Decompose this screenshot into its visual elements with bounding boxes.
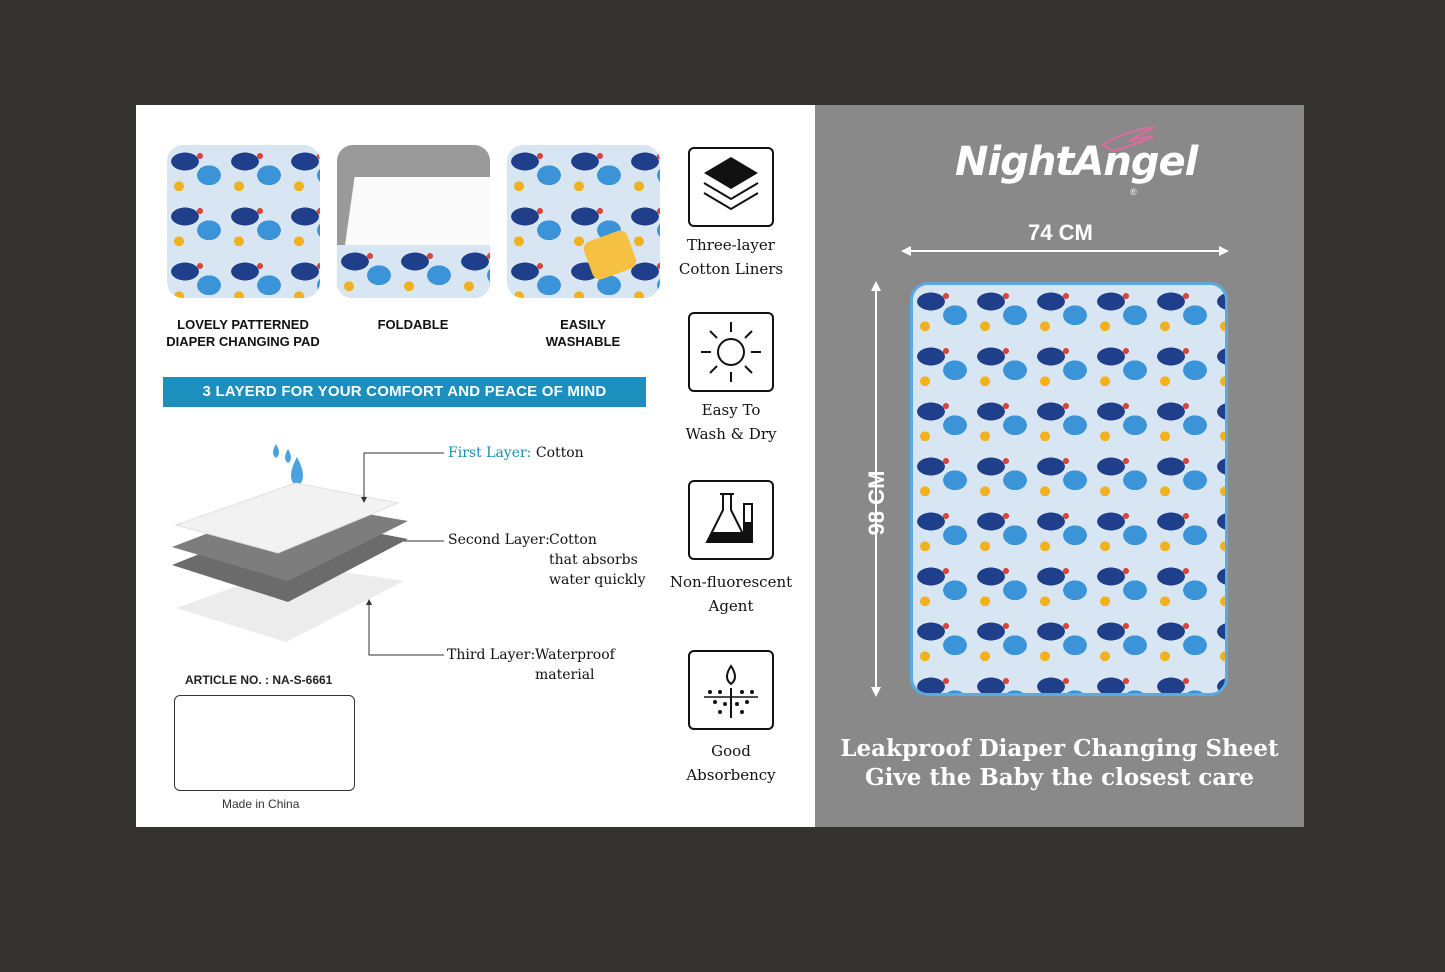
brand-logo: NightAngel — [955, 139, 1198, 185]
changing-sheet-image — [910, 282, 1228, 696]
sun-icon — [688, 312, 774, 392]
third-layer-name: Third Layer: — [447, 647, 536, 663]
thumb-label-patterned: LOVELY PATTERNED DIAPER CHANGING PAD — [166, 317, 320, 349]
height-dimension: 98 CM — [864, 470, 889, 536]
layers-icon — [688, 147, 774, 227]
product-preview-panel — [815, 105, 1304, 827]
lab-flask-icon — [688, 480, 774, 560]
feature-label-wash: Easy To Wash & Dry — [685, 401, 777, 443]
thumb-label-washable: EASILY WASHABLE — [545, 317, 621, 349]
made-in-label: Made in China — [222, 797, 300, 811]
third-layer-value: Waterproof material — [535, 647, 615, 683]
feature-label-layers: Three-layer Cotton Liners — [678, 236, 784, 278]
absorb-drop-icon — [688, 650, 774, 730]
registered-mark: ® — [1130, 187, 1137, 197]
layers-banner: 3 LAYERD FOR YOUR COMFORT AND PEACE OF MIND — [163, 377, 646, 407]
second-layer-value: Cotton that absorbs water quickly — [549, 532, 646, 588]
feature-label-agent: Non-fluorescent Agent — [669, 573, 793, 615]
thumb-label-foldable: FOLDABLE — [377, 317, 449, 332]
barcode-box — [174, 695, 355, 791]
water-drops-icon — [273, 444, 303, 487]
tagline-line-1: Leakproof Diaper Changing Sheet — [840, 735, 1279, 762]
second-layer-name: Second Layer: — [448, 532, 550, 548]
product-card — [136, 105, 1304, 827]
features-panel — [136, 105, 815, 827]
article-number: ARTICLE NO. : NA-S-6661 — [185, 673, 333, 687]
width-dimension: 74 CM — [1028, 220, 1093, 245]
feature-label-absorbency: Good Absorbency — [686, 742, 776, 784]
first-layer-text: First Layer: Cotton — [448, 445, 584, 461]
tagline-line-2: Give the Baby the closest care — [864, 764, 1255, 791]
